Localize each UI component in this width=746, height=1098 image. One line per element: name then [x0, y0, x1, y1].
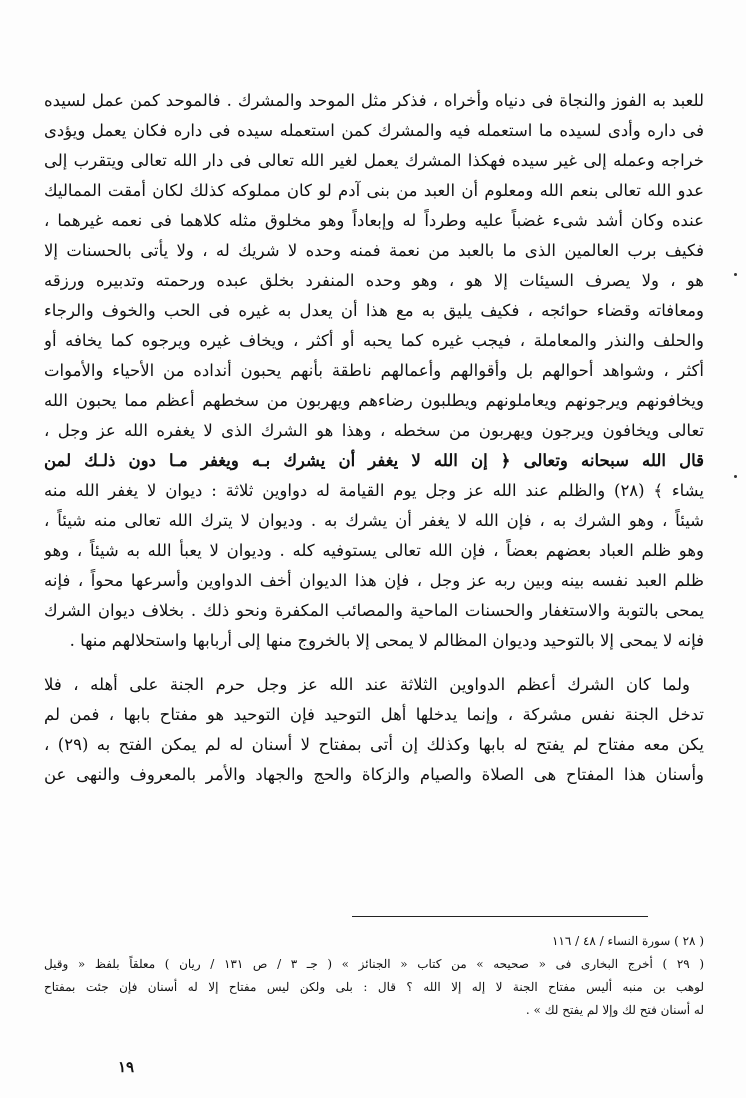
footnote-29-continued: لوهب بن منبه أليس مفتاح الجنة لا إله إلا الله ؟ قال : بلى ولكن ليس مفتاح إلا له أسنان فإن جئت بمفتاح — [44, 980, 704, 994]
footnote-28: ( ٢٨ ) سورة النساء / ٤٨ / ١١٦ — [551, 934, 704, 948]
text-line: تدخل الجنة نفس مشركة ، وإنما يدخلها أهل التوحيد فإن التوحيد هو مفتاح بابها ، فمن لم — [44, 705, 704, 724]
text-line: خراجه وعمله إلى غير سيده فهكذا المشرك يعمل لغير الله تعالى فى دار الله تعالى ويتقرب إلى — [44, 151, 704, 170]
text-line: ومعافاته وقضاء حوائجه ، فكيف يليق به مع هذا أن يعدل به غيره فى الحب والخوف والرجاء — [44, 301, 704, 320]
text-line: يشاء ﴾ (٢٨) والظلم عند الله عز وجل يوم القيامة له دواوين ثلاثة : ديوان لا يغفر الله منه — [44, 481, 704, 500]
footnote-29-continued: له أسنان فتح لك وإلا لم يفتح لك » . — [525, 1003, 704, 1017]
text-line: للعبد به الفوز والنجاة فى دنياه وأخراه ، فذكر مثل الموحد والمشرك . فالموحد كمن عمل لسيده — [44, 91, 704, 110]
margin-mark — [734, 475, 737, 478]
text-line: يكن معه مفتاح لم يفتح له بابها وكذلك إن أتى بمفتاح لا أسنان له لم يمكن الفتح به (٢٩) ، — [44, 735, 704, 754]
body-text — [44, 86, 704, 790]
page-number: ١٩ — [118, 1058, 135, 1076]
margin-mark — [734, 273, 737, 276]
text-line: هو ، ولا يصرف السيئات إلا هو ، وهو وحده المنفرد بخلق عبده ورحمته وتدبيره ورزقه — [44, 271, 704, 290]
text-line: فى داره وأدى لسيده ما استعمله فيه والمشرك كمن استعمله سيده فى داره فكان يعمل ويؤدى — [44, 121, 704, 140]
text-line: عدو الله تعالى بنعم الله ومعلوم أن العبد من بنى آدم لو كان مملوكه كذلك لكان أمقت المماليك — [44, 181, 704, 200]
text-line: فكيف برب العالمين الذى ما بالعبد من نعمة فمنه وحده لا شريك له ، ولا يأتى بالحسنات إلا — [44, 241, 704, 260]
text-line: وهو ظلم العباد بعضهم بعضاً ، فإن الله تعالى يستوفيه كله . وديوان لا يعبأ الله به شيئاً ، وهو — [44, 541, 704, 560]
quran-verse-line: قال الله سبحانه وتعالى ﴿ إن الله لا يغفر أن يشرك بـه ويغفر مـا دون ذلـك لمن — [44, 451, 704, 470]
text-line: شيئاً ، وهو الشرك به ، فإن الله لا يغفر أن يشرك به . وديوان لا يترك الله تعالى منه شيئاً ، — [44, 511, 704, 530]
footnote-separator — [352, 916, 648, 917]
text-line: ولما كان الشرك أعظم الدواوين الثلاثة عند الله عز وجل حرم الجنة على أهله ، فلا — [44, 675, 690, 694]
text-line: ويخافونهم ويرجونهم ويعاملونهم ويطلبون رضاءهم ويهربون من سخطهم أعظم مما يحبون الله — [44, 391, 704, 410]
paragraph-gap — [44, 656, 704, 670]
text-line: والحلف والنذر والمعاملة ، فيجب غيره كما يحبه أو أكثر ، ويخاف غيره ويرجوه كما يخافه أو — [44, 331, 704, 350]
text-line: ظلم العبد نفسه بينه وبين ربه عز وجل ، فإن هذا الديوان أخف الدواوين وأسرعها محواً ، فإنه — [44, 571, 704, 590]
footnote-29: ( ٢٩ ) أخرج البخارى فى « صحيحه » من كتاب « الجنائز » ( جـ ٣ / ص ١٣١ / ريان ) معلقاً بلفظ « وقيل — [44, 957, 704, 971]
text-line: تعالى ويخافون ويرجون ويهربون من سخطه ، وهذا هو الشرك الذى لا يغفره الله عز وجل ، — [44, 421, 704, 440]
text-line: فإنه لا يمحى إلا بالتوحيد وديوان المظالم لا يمحى إلا بالخروج منها إلى أربابها واستحلالهم منها . — [69, 631, 704, 650]
text-line: يمحى بالتوبة والاستغفار والحسنات الماحية والمصائب المكفرة ونحو ذلك . بخلاف ديوان الشرك — [44, 601, 704, 620]
text-line: أكثر ، وشواهد أحوالهم بل وأقوالهم وأعمالهم ناطقة بأنهم يحبون أنداده من الأحياء والأموات — [44, 361, 704, 380]
footnotes — [44, 930, 704, 1022]
text-line: عنده وكان أشد شىء غضباً عليه وطرداً له وإبعاداً وهو مخلوق مثله كلاهما فى نعمه غيرهما ، — [44, 211, 704, 230]
text-line: وأسنان هذا المفتاح هى الصلاة والصيام والزكاة والحج والجهاد والأمر بالمعروف والنهى عن — [44, 765, 704, 784]
